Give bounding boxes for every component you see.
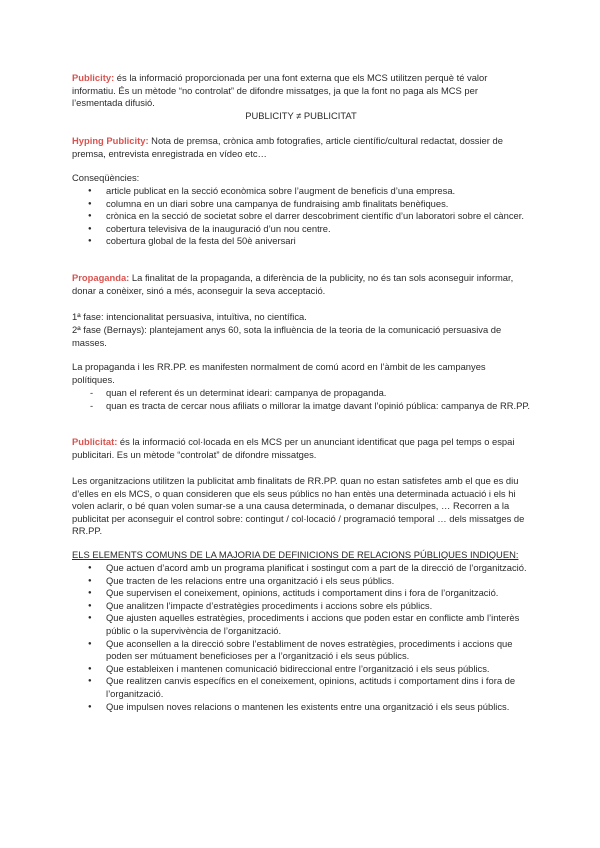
consequences-heading: Conseqüències:	[72, 172, 140, 183]
list-item: - quan el referent és un determinat ideari: campanya de propaganda.	[72, 387, 530, 400]
hyping-term: Hyping Publicity:	[72, 135, 149, 146]
list-item: ● Que aconsellen a la direcció sobre l’establiment de noves estratègies, procediments i accions que poden ser mútuament beneficioses per a l’organització i els seus públics.	[72, 638, 530, 663]
list-item: ● Que realitzen canvis específics en el coneixement, opinions, actituds i comportament dins i fora de l’organització.	[72, 675, 530, 700]
list-item: - quan es tracta de cercar nous afiliats o millorar la imatge davant l’opinió pública: campanya de RR.PP.	[72, 400, 530, 413]
list-item: ● Que tracten de les relacions entre una organització i els seus públics.	[72, 575, 530, 588]
elements-heading: ELS ELEMENTS COMUNS DE LA MAJORIA DE DEFINICIONS DE RELACIONS PÚBLIQUES INDIQUEN:	[72, 549, 519, 560]
list-item: ● Que analitzen l’impacte d’estratègies procediments i accions sobre els públics.	[72, 600, 530, 613]
list-item: ● Que actuen d’acord amb un programa planificat i sostingut com a part de la direcció de l’organització.	[72, 562, 530, 575]
list-item: ● cobertura televisiva de la inauguració d’un nou centre.	[72, 223, 530, 236]
list-item: ● cobertura global de la festa del 50è aniversari	[72, 235, 530, 248]
list-item: ● Que supervisen el coneixement, opinions, actituds i comportament dins i fora de l’organització.	[72, 587, 530, 600]
list-item: ● crònica en la secció de societat sobre el darrer descobriment científic d’un laboratori sobre el càncer.	[72, 210, 530, 223]
propaganda-phase-2: 2ª fase (Bernays): plantejament anys 60, sota la influència de la teoria de la comunicació persuasiva de masses.	[72, 324, 502, 348]
list-item: ● article publicat en la secció econòmica sobre l’augment de beneficis d’una empresa.	[72, 185, 530, 198]
publicitat-paragraph	[72, 436, 530, 461]
publicity-paragraph	[72, 72, 530, 110]
rrpp-paragraph: La propaganda i les RR.PP. es manifesten normalment de comú acord en l’àmbit de les campanyes polítiques.	[72, 361, 486, 385]
publicity-term: Publicity:	[72, 72, 115, 83]
list-item: ● Que estableixen i mantenen comunicació bidireccional entre l’organització i els seus públics.	[72, 663, 530, 676]
list-item: ● Que impulsen noves relacions o mantenen les existents entre una organització i els seus públics.	[72, 701, 530, 714]
hyping-paragraph	[72, 135, 530, 160]
consequences-list	[72, 185, 530, 248]
organizations-paragraph: Les organitzacions utilitzen la publicitat amb finalitats de RR.PP. quan no estan satisfetes amb el que es diu d’elles en els MCS, o quan consideren que els seus públics no han entès una determinada actuació i els hi volen aclarir, o bé quan volen sumar-se a una causa determinada, o demanar disculpes, … Recorren a la publicitat per aconseguir el control sobre: contingut / col·locació / programació temporal … dels missatges de RR.PP.	[72, 475, 525, 537]
propaganda-phase-1: 1ª fase: intencionalitat persuasiva, intuïtiva, no científica.	[72, 311, 307, 322]
elements-list	[72, 562, 530, 713]
hyping-text: Nota de premsa, crònica amb fotografies, article científic/cultural redactat, dossier de premsa, entrevista enregistrada en vídeo etc…	[72, 135, 503, 159]
publicitat-text: és la informació col·locada en els MCS per un anunciant identificat que paga pel temps o espai publicitari. Es un mètode “controlat” de difondre missatges.	[72, 436, 515, 460]
publicity-formula: PUBLICITY ≠ PUBLICITAT	[245, 110, 357, 121]
list-item: ● Que ajusten aquelles estratègies, procediments i accions que poden estar en conflicte amb l’interès públic o la supervivència de l’organització.	[72, 612, 530, 637]
rrpp-list	[72, 387, 530, 412]
propaganda-text: La finalitat de la propaganda, a diferència de la publicity, no és tan sols aconseguir informar, donar a conèixer, sinó a més, aconseguir la seva acceptació.	[72, 272, 514, 296]
propaganda-term: Propaganda:	[72, 272, 130, 283]
publicity-text: és la informació proporcionada per una font externa que els MCS utilitzen perquè té valor informatiu. És un mètode “no controlat” de difondre missatges, ja que la font no paga als MCS per l’esmentada difusió.	[72, 72, 488, 109]
list-item: ● columna en un diari sobre una campanya de fundraising amb finalitats benèfiques.	[72, 198, 530, 211]
propaganda-paragraph	[72, 272, 530, 297]
publicitat-term: Publicitat:	[72, 436, 118, 447]
